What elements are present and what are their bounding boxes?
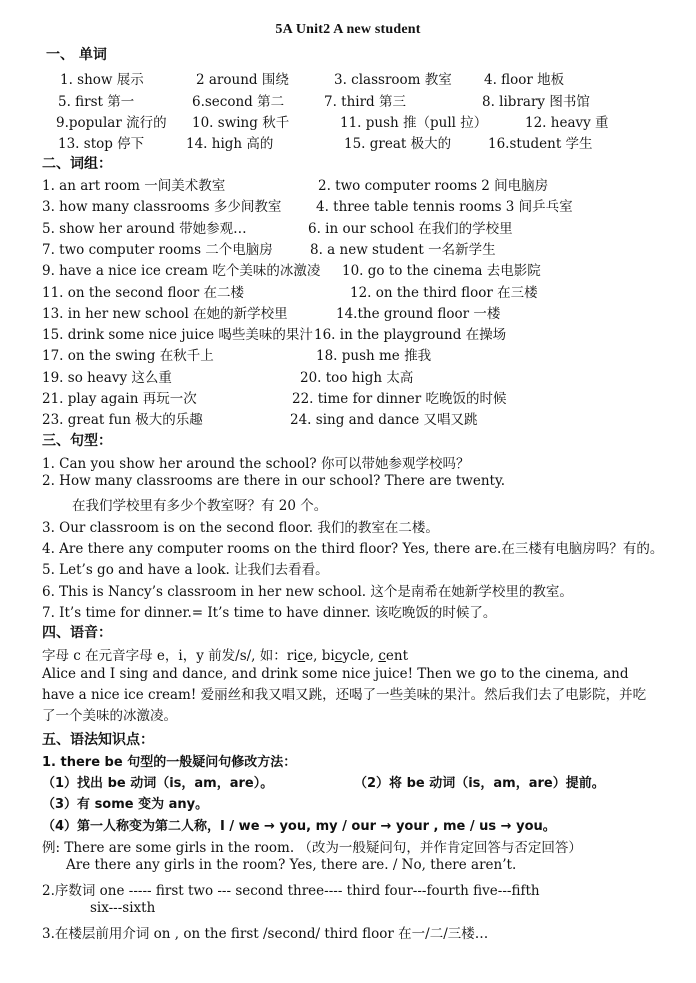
phrase-item: 13. in her new school 在她的新学校里 xyxy=(42,305,288,322)
phonics-rule xyxy=(42,644,408,664)
word-item: 15. great 极大的 xyxy=(344,136,452,152)
phrase-item: 22. time for dinner 吃晚饭的时候 xyxy=(292,391,507,407)
word-item: 5. first 第一 xyxy=(58,94,135,110)
word-item: 16.student 学生 xyxy=(488,136,593,152)
word-item: 2 around 围绕 xyxy=(196,72,289,88)
grammar-step-4: （4）第一人称变为第二人称，I / we → you, my / our → your , me / us → you。 xyxy=(42,819,556,834)
phrase-item: 15. drink some nice juice 喝些美味的果汁 xyxy=(42,327,313,344)
grammar-step-2: （2）将 be 动词（is，am，are）提前。 xyxy=(354,776,605,791)
section-3-heading: 三、句型： xyxy=(42,433,112,449)
grammar-step-1: （1）找出 be 动词（is，am，are）。 xyxy=(42,776,274,791)
phrase-item: 14.the ground floor 一楼 xyxy=(336,305,501,322)
word-item: 13. stop 停下 xyxy=(58,136,145,152)
phrase-item: 20. too high 太高 xyxy=(300,369,414,386)
word-item: 7. third 第三 xyxy=(324,94,406,110)
section-4-heading: 四、语音： xyxy=(42,625,112,641)
phrase-item: 17. on the swing 在秋千上 xyxy=(42,348,214,365)
phonics-rule-text: 字母 c 在元音字母 e，i，y 前发/s/, 如： xyxy=(42,648,287,664)
phonics-example-word: bicycle xyxy=(321,648,370,664)
phonics-example-word: rice xyxy=(286,648,314,664)
phrase-item: 24. sing and dance 又唱又跳 xyxy=(290,412,478,429)
word-item: 3. classroom 教室 xyxy=(334,72,452,88)
sentence-3: 3. Our classroom is on the second floor. 我们的教室在二楼。 xyxy=(42,520,439,536)
phrase-item: 6. in our school 在我们的学校里 xyxy=(308,220,513,237)
phrase-item: 19. so heavy 这么重 xyxy=(42,369,172,386)
phrase-item: 1. an art room 一间美术教室 xyxy=(42,178,226,194)
word-item: 4. floor 地板 xyxy=(484,72,565,88)
sentence-4: 4. Are there any computer rooms on the third floor? Yes, there are.在三楼有电脑房吗？有的。 xyxy=(42,541,664,557)
phonics-passage: Alice and I sing and dance, and drink some nice juice! Then we go to the cinema, and have a nice ice cream! 爱丽丝和我又唱又跳，还喝了一些美味的果汁。然后我们去了电影院，并吃了一个美味的冰激凌。 xyxy=(42,666,647,724)
sentence-6: 6. This is Nancy’s classroom in her new school. 这个是南希在她新学校里的教室。 xyxy=(42,584,573,600)
section-1-heading: 一、 单词 xyxy=(46,47,107,63)
word-item: 1. show 展示 xyxy=(60,72,144,88)
word-item: 12. heavy 重 xyxy=(525,115,609,131)
phrase-item: 21. play again 再玩一次 xyxy=(42,391,197,407)
phrase-item: 2. two computer rooms 2 间电脑房 xyxy=(318,178,549,194)
section-2-heading: 二、词组： xyxy=(42,156,112,172)
phrase-item: 23. great fun 极大的乐趣 xyxy=(42,412,203,429)
sentence-1: 1. Can you show her around the school? 你可以带她参观学校吗？ xyxy=(42,456,470,472)
grammar-example-answer: Are there any girls in the room? Yes, there are. / No, there aren’t. xyxy=(66,857,517,873)
phrase-item: 18. push me 推我 xyxy=(316,348,432,365)
word-item: 8. library 图书馆 xyxy=(482,94,590,110)
grammar-example: 例: There are some girls in the room. （改为一般疑问句，并作肯定回答与否定回答） xyxy=(42,840,582,856)
word-item: 6.second 第二 xyxy=(192,94,285,110)
grammar-step-3: （3）有 some 变为 any。 xyxy=(42,797,209,812)
section-5-heading: 五、语法知识点： xyxy=(42,732,154,748)
phonics-example-word: cent xyxy=(378,648,409,664)
phrase-item: 4. three table tennis rooms 3 间乒乓室 xyxy=(316,199,573,216)
phrase-item: 5. show her around 带她参观… xyxy=(42,220,247,237)
sentence-7: 7. It’s time for dinner.= It’s time to have dinner. 该吃晚饭的时候了。 xyxy=(42,605,497,621)
floor-preposition: 3.在楼层前用介词 on , on the first /second/ third floor 在一/二/三楼… xyxy=(42,926,489,942)
word-item: 11. push 推（pull 拉） xyxy=(340,115,488,131)
phrase-item: 3. how many classrooms 多少间教室 xyxy=(42,199,282,216)
word-item: 10. swing 秋千 xyxy=(192,115,290,131)
word-item: 14. high 高的 xyxy=(186,136,274,152)
sentence-2-translation: 在我们学校里有多少个教室呀？有 20 个。 xyxy=(72,498,328,514)
ordinal-numbers-cont: six---sixth xyxy=(90,900,156,916)
phrase-item: 11. on the second floor 在二楼 xyxy=(42,284,245,301)
grammar-point-1: 1. there be 句型的一般疑问句修改方法： xyxy=(42,755,297,770)
sentence-2: 2. How many classrooms are there in our school? There are twenty. xyxy=(42,473,506,489)
word-item: 9.popular 流行的 xyxy=(56,115,167,131)
ordinal-numbers: 2.序数词 one ----- first two --- second three---- third four---fourth five---fifth xyxy=(42,883,540,899)
phrase-item: 9. have a nice ice cream 吃个美味的冰激凌 xyxy=(42,263,321,280)
page-title: 5A Unit2 A new student xyxy=(275,22,421,37)
phrase-item: 12. on the third floor 在三楼 xyxy=(350,284,538,301)
phrase-item: 7. two computer rooms 二个电脑房 xyxy=(42,241,273,258)
sentence-5: 5. Let’s go and have a look. 让我们去看看。 xyxy=(42,562,329,578)
phonics-examples: rice, bicycle, cent xyxy=(286,648,409,664)
phrase-item: 10. go to the cinema 去电影院 xyxy=(342,263,541,280)
phrase-item: 8. a new student 一名新学生 xyxy=(310,241,496,258)
phrase-item: 16. in the playground 在操场 xyxy=(314,327,507,344)
